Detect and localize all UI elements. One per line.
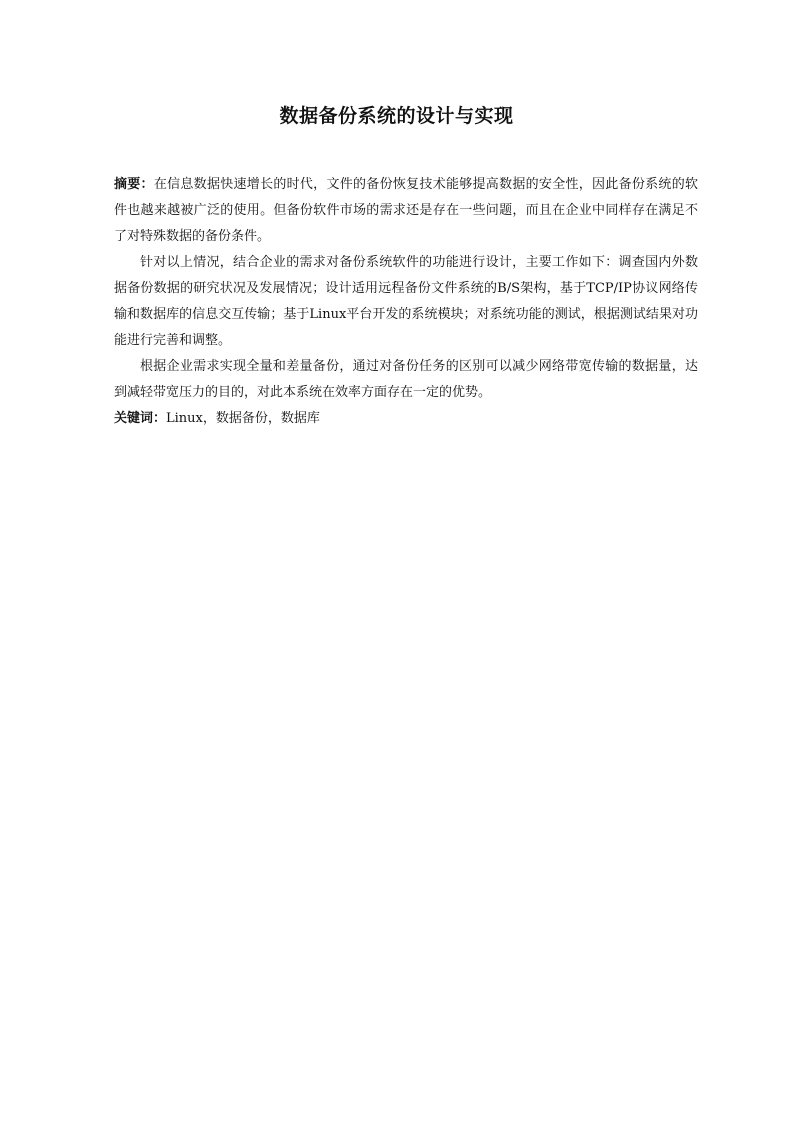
abstract-label: 摘要： [114,177,154,192]
keywords-value: Linux，数据备份，数据库 [166,411,320,426]
abstract-paragraph-3: 根据企业需求实现全量和差量备份，通过对备份任务的区别可以减少网络带宽传输的数据量，达到减轻带宽压力的目的，对此本系统在效率方面存在一定的优势。 [114,359,698,400]
document-title: 数据备份系统的设计与实现 [279,105,514,127]
keywords-label: 关键词： [114,411,167,426]
keywords-line [114,406,698,432]
abstract-paragraph-2: 针对以上情况，结合企业的需求对备份系统软件的功能进行设计，主要工作如下：调查国内外数据备份数据的研究状况及发展情况；设计适用远程备份文件系统的B/S架构，基于TCP/IP协议网络传输和数据库的信息交互传输；基于Linux平台开发的系统模块；对系统功能的测试，根据测试结果对功能进行完善和调整。 [114,255,698,348]
abstract-paragraph-1 [114,172,698,250]
abstract-text-1: 在信息数据快速增长的时代，文件的备份恢复技术能够提高数据的安全性，因此备份系统的软件也越来越被广泛的使用。但备份软件市场的需求还是存在一些问题，而且在企业中同样存在满足不了对特殊数据的备份条件。 [114,177,698,244]
abstract-section [114,172,698,432]
